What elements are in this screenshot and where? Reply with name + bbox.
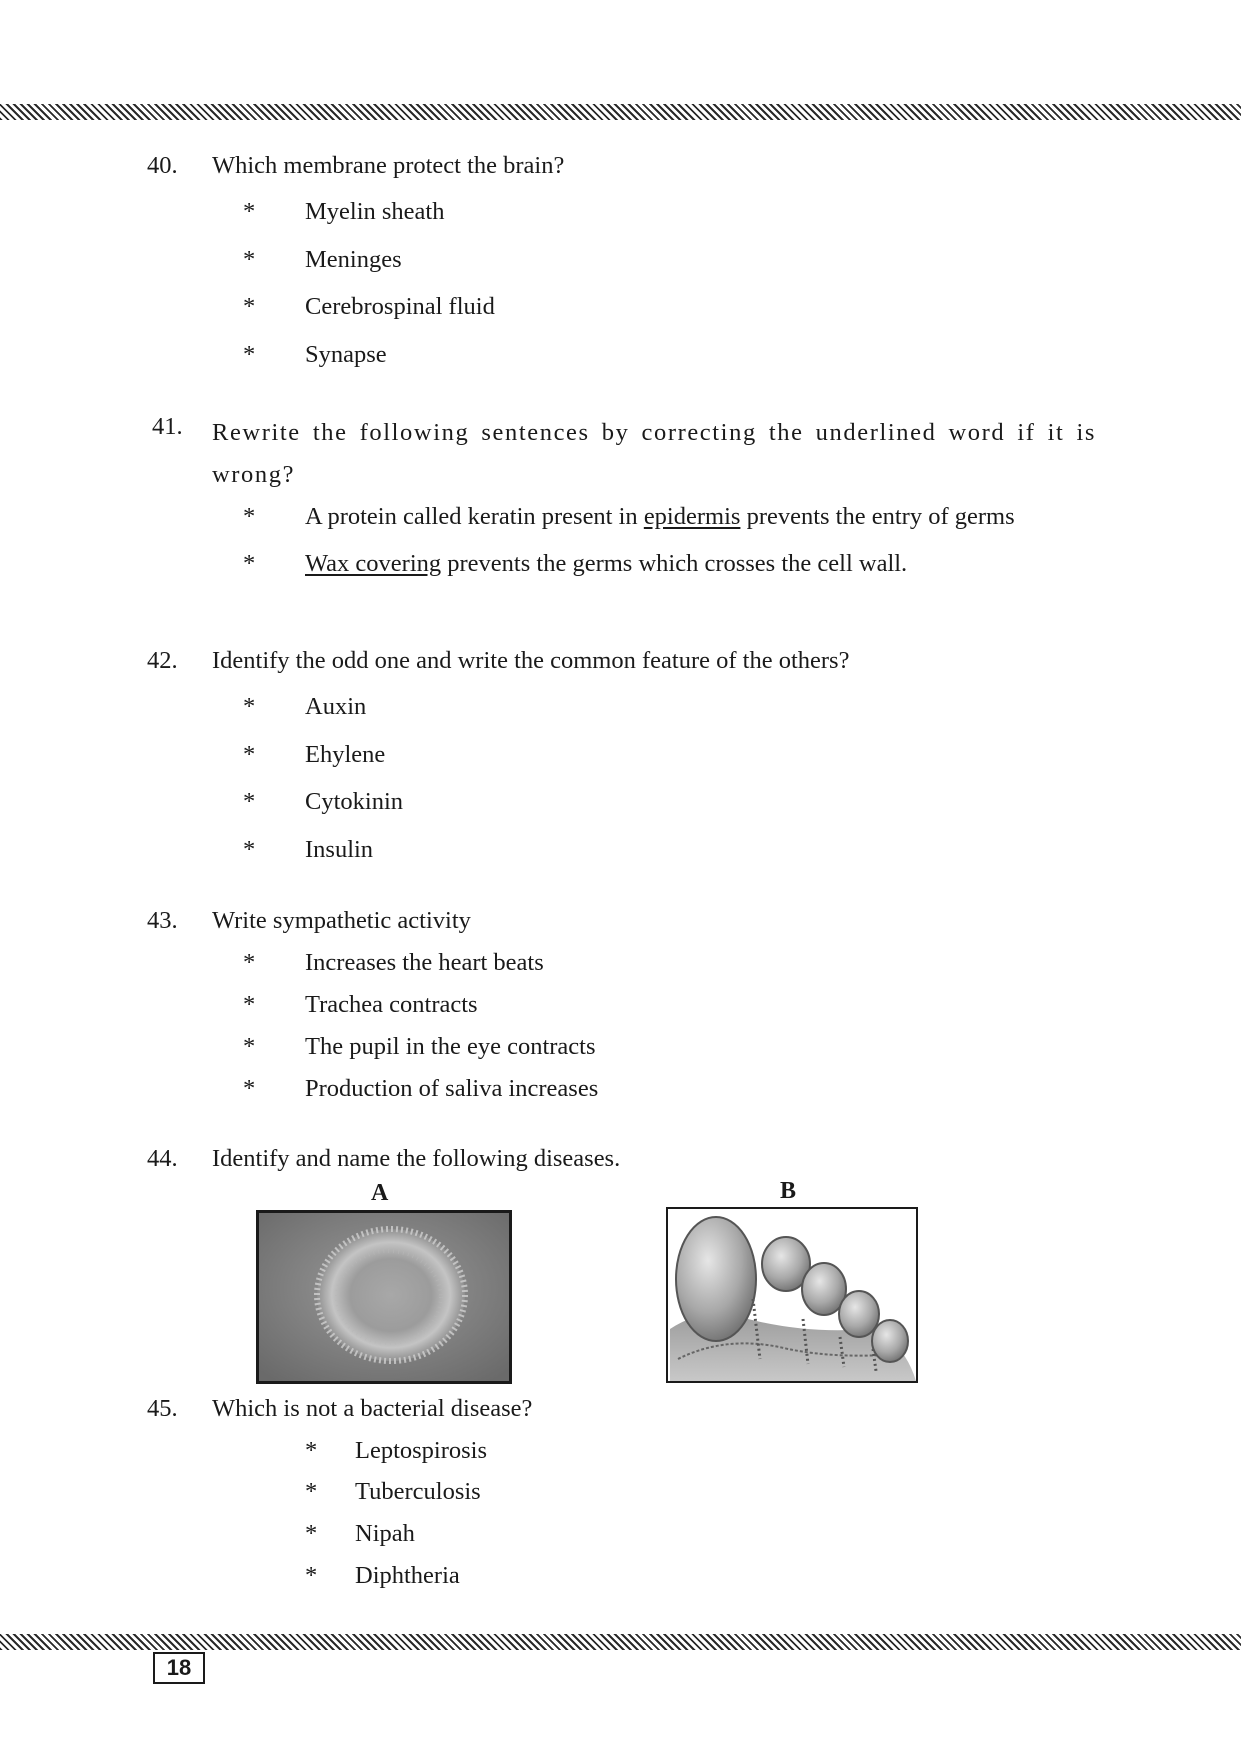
bottom-hatch-border [0, 1634, 1241, 1650]
underlined-word: epidermis [643, 503, 741, 530]
skin-patch-image [259, 1213, 509, 1381]
option: Nipah [355, 1520, 415, 1547]
option: Leptospirosis [355, 1437, 488, 1464]
disease-image-a [256, 1210, 512, 1384]
option [305, 503, 1015, 531]
option: Diphtheria [355, 1562, 460, 1589]
bullet: * [243, 1033, 256, 1060]
option: Auxin [305, 693, 367, 720]
underlined-word: Wax covering [305, 550, 442, 577]
option: Myelin sheath [305, 198, 445, 225]
bullet: * [243, 1075, 256, 1102]
bullet: * [305, 1478, 318, 1505]
option: Tuberculosis [355, 1478, 481, 1505]
option: Production of saliva increases [305, 1075, 599, 1102]
question-text: Identify and name the following diseases. [212, 1145, 621, 1172]
option [305, 550, 907, 578]
bullet: * [243, 550, 256, 577]
bullet: * [305, 1562, 318, 1589]
bullet: * [243, 503, 256, 530]
question-text: Write sympathetic activity [212, 907, 471, 934]
option-text: prevents the entry of germs [740, 503, 1015, 530]
foot-toes-image [668, 1209, 916, 1381]
option: The pupil in the eye contracts [305, 1033, 596, 1060]
bullet: * [305, 1520, 318, 1547]
bullet: * [243, 246, 256, 273]
figure-label-a: A [371, 1180, 389, 1206]
option: Increases the heart beats [305, 949, 544, 976]
bullet: * [243, 293, 256, 320]
option: Cytokinin [305, 788, 404, 815]
option-text: prevents the germs which crosses the cell wall. [441, 550, 908, 577]
bullet: * [305, 1437, 318, 1464]
question-text: Rewrite the following sentences by correcting the underlined word if it is wrong? [212, 419, 1096, 488]
question-number: 41. [152, 413, 183, 440]
question-text: Which is not a bacterial disease? [212, 1395, 533, 1422]
bullet: * [243, 198, 256, 225]
bullet: * [243, 741, 256, 768]
bullet: * [243, 788, 256, 815]
option: Ehylene [305, 741, 386, 768]
question-number: 45. [147, 1395, 178, 1422]
option: Synapse [305, 341, 387, 368]
option: Meninges [305, 246, 402, 273]
question-number: 43. [147, 907, 178, 934]
bullet: * [243, 991, 256, 1018]
top-hatch-border [0, 104, 1241, 120]
question-number: 44. [147, 1145, 178, 1172]
option: Insulin [305, 836, 374, 863]
option-text: A protein called keratin present in [305, 503, 644, 530]
option: Trachea contracts [305, 991, 478, 1018]
figure-label-b: B [780, 1178, 797, 1204]
question-text: Which membrane protect the brain? [212, 152, 565, 179]
question-number: 42. [147, 647, 178, 674]
bullet: * [243, 693, 256, 720]
question-number: 40. [147, 152, 178, 179]
question-text: Identify the odd one and write the common feature of the others? [212, 647, 850, 674]
bullet: * [243, 949, 256, 976]
page-number: 18 [153, 1652, 205, 1684]
option: Cerebrospinal fluid [305, 293, 495, 320]
bullet: * [243, 341, 256, 368]
disease-image-b [666, 1207, 918, 1383]
bullet: * [243, 836, 256, 863]
